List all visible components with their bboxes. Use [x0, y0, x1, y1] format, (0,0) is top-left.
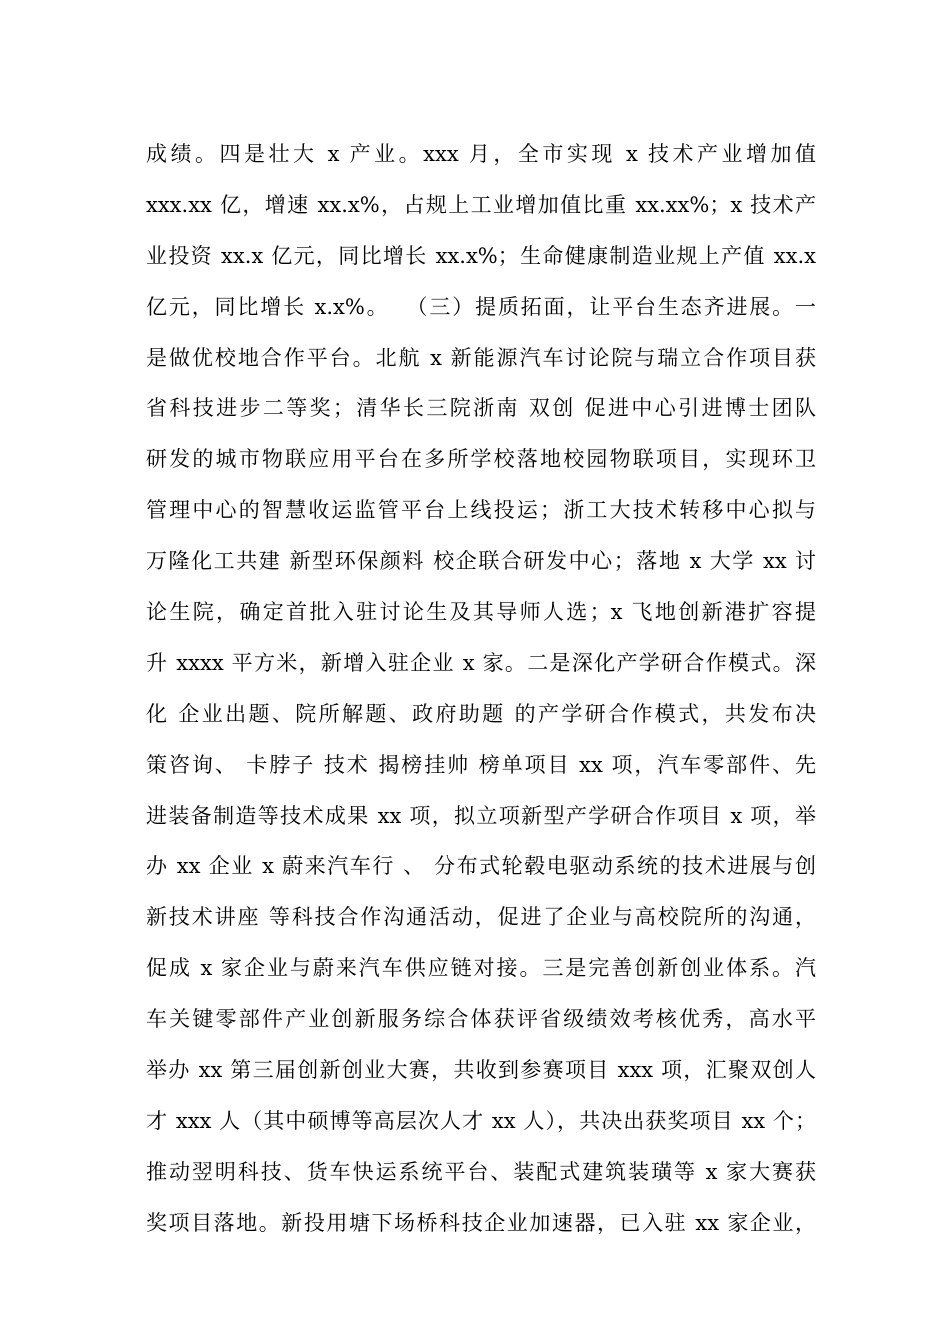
body-paragraph [146, 133, 816, 1253]
text-line-12: 化 企业出题、院所解题、政府助题 的产学研合作模式，共发布决 [146, 701, 816, 726]
text-line-3: 业投资 xx.x 亿元，同比增长 xx.x%；生命健康制造业规上产值 xx.x [146, 243, 816, 268]
text-line-19: 举办 xx 第三届创新创业大赛，共收到参赛项目 xxx 项，汇聚双创人 [146, 1058, 816, 1083]
text-line-16: 新技术讲座 等科技合作沟通活动，促进了企业与高校院所的沟通， [146, 905, 816, 930]
text-line-18: 车关键零部件产业创新服务综合体获评省级绩效考核优秀，高水平 [146, 1007, 816, 1032]
text-line-14: 进装备制造等技术成果 xx 项，拟立项新型产学研合作项目 x 项，举 [146, 803, 816, 828]
text-line-21: 推动翌明科技、货车快运系统平台、装配式建筑装璜等 x 家大赛获 [146, 1159, 816, 1184]
text-line-7: 研发的城市物联应用平台在多所学校落地校园物联项目，实现环卫 [146, 447, 816, 472]
text-line-8: 管理中心的智慧收运监管平台上线投运；浙工大技术转移中心拟与 [146, 498, 816, 523]
text-line-11: 升 xxxx 平方米，新增入驻企业 x 家。二是深化产学研合作模式。深 [146, 650, 816, 675]
text-line-22: 奖项目落地。新投用塘下场桥科技企业加速器，已入驻 xx 家企业， [146, 1210, 816, 1235]
text-line-10: 论生院，确定首批入驻讨论生及其导师人选；x 飞地创新港扩容提 [146, 600, 816, 625]
text-line-4: 亿元，同比增长 x.x%。 （三）提质拓面，让平台生态齐进展。一 [146, 294, 816, 319]
text-line-20: 才 xxx 人（其中硕博等高层次人才 xx 人），共决出获奖项目 xx 个； [146, 1108, 816, 1133]
text-line-6: 省科技进步二等奖；清华长三院浙南 双创 促进中心引进博士团队 [146, 396, 816, 421]
text-line-5: 是做优校地合作平台。北航 x 新能源汽车讨论院与瑞立合作项目获 [146, 345, 816, 370]
text-line-17: 促成 x 家企业与蔚来汽车供应链对接。三是完善创新创业体系。汽 [146, 956, 816, 981]
text-line-13: 策咨询、 卡脖子 技术 揭榜挂帅 榜单项目 xx 项，汽车零部件、先 [146, 752, 816, 777]
text-line-1: 成绩。四是壮大 x 产业。xxx 月，全市实现 x 技术产业增加值 [146, 142, 816, 166]
text-line-9: 万隆化工共建 新型环保颜料 校企联合研发中心；落地 x 大学 xx 讨 [146, 549, 816, 574]
text-line-2: xxx.xx 亿，增速 xx.x%，占规上工业增加值比重 xx.xx%；x 技术产 [146, 192, 816, 217]
text-line-15: 办 xx 企业 x 蔚来汽车行 、 分布式轮毂电驱动系统的技术进展与创 [146, 854, 816, 879]
